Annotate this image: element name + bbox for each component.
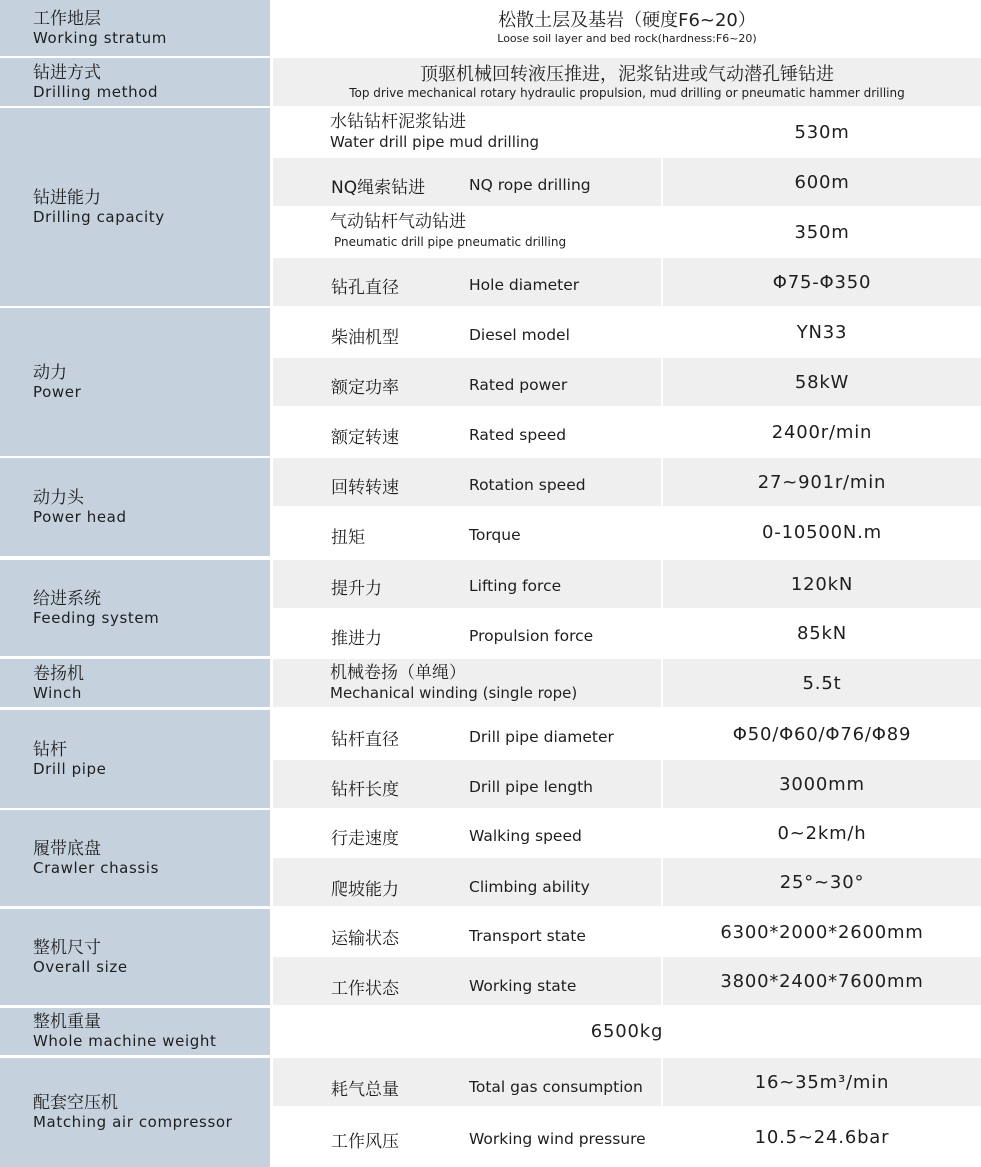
subitem-label-zh: 工作状态 (331, 979, 399, 999)
value-en: Top drive mechanical rotary hydraulic propulsion, mud drilling or pneumatic hammer drilling (349, 85, 905, 100)
spec-subitem (273, 560, 661, 608)
subitem-label-zh: 额定功率 (331, 378, 399, 398)
category-label-en: Drilling capacity (33, 207, 165, 226)
subitem-label-en: Rated speed (469, 426, 567, 444)
subitem-label-zh: 行走速度 (331, 829, 399, 849)
subitem-label-zh: 耗气总量 (331, 1080, 399, 1100)
spec-value: 3800*2400*7600mm (663, 957, 981, 1005)
spec-value: 10.5~24.6bar (663, 1108, 981, 1167)
subitem-label-zh: 机械卷扬（单绳） (330, 663, 466, 683)
subitem-label-en: Torque (469, 526, 521, 544)
subitem-label-zh: 柴油机型 (331, 328, 399, 348)
spec-value: 0~2km/h (663, 810, 981, 856)
spec-subitem (273, 810, 661, 856)
category-label-zh: 给进系统 (33, 588, 101, 609)
category-label-en: Crawler chassis (33, 858, 159, 877)
category-label-zh: 履带底盘 (33, 838, 101, 859)
spec-subitem (273, 308, 661, 356)
category-feeding-system (0, 560, 270, 656)
category-label-en: Power head (33, 507, 127, 526)
value-en: Loose soil layer and bed rock(hardness:F6~20) (497, 32, 757, 45)
spec-subitem (273, 760, 661, 808)
spec-value: Φ50/Φ60/Φ76/Φ89 (663, 710, 981, 758)
spec-subitem (273, 408, 661, 456)
subitem-label-zh: NQ绳索钻进 (331, 178, 426, 198)
spec-subitem (273, 508, 661, 556)
category-label-zh: 整机尺寸 (33, 937, 101, 958)
category-label-zh: 钻进方式 (33, 62, 101, 83)
spec-subitem (273, 909, 661, 955)
category-label-en: Overall size (33, 957, 128, 976)
subitem-label-en: Rated power (469, 376, 568, 394)
category-label-zh: 卷扬机 (33, 663, 84, 684)
subitem-label-zh: 气动钻杆气动钻进 (330, 212, 466, 232)
drilling-method-value (273, 58, 981, 106)
spec-subitem (273, 1058, 661, 1106)
category-machine-weight (0, 1008, 270, 1055)
subitem-label-zh: 扭矩 (331, 528, 365, 548)
spec-value: 58kW (663, 358, 981, 406)
category-winch (0, 659, 270, 707)
category-label-en: Feeding system (33, 608, 160, 627)
subitem-label-en: Transport state (469, 927, 586, 945)
category-label-en: Winch (33, 683, 82, 702)
subitem-label-en: Working state (469, 977, 577, 995)
category-overall-size (0, 909, 270, 1005)
spec-value: 16~35m³/min (663, 1058, 981, 1106)
category-label-en: Working stratum (33, 28, 168, 47)
spec-subitem (273, 158, 661, 206)
category-label-zh: 整机重量 (33, 1012, 101, 1032)
working-stratum-value (273, 0, 981, 56)
spec-subitem (273, 659, 661, 707)
spec-value: 120kN (663, 560, 981, 608)
category-drilling-method (0, 58, 270, 106)
subitem-label-en: Hole diameter (469, 276, 580, 294)
subitem-label-zh: 钻杆长度 (331, 780, 399, 800)
category-label-en: Power (33, 382, 82, 401)
spec-subitem (273, 610, 661, 656)
spec-value: YN33 (663, 308, 981, 356)
category-drilling-capacity (0, 108, 270, 306)
subitem-label-zh: 回转转速 (331, 478, 399, 498)
subitem-label-en: Climbing ability (469, 878, 590, 896)
spec-subitem (273, 108, 661, 156)
category-label-zh: 钻杆 (33, 739, 67, 760)
category-label-en: Drilling method (33, 82, 159, 101)
subitem-label-zh: 水钻钻杆泥浆钻进 (330, 112, 466, 132)
spec-subitem (273, 258, 661, 306)
category-label-zh: 工作地层 (33, 8, 101, 29)
spec-subitem (273, 858, 661, 906)
spec-value: 350m (663, 208, 981, 256)
category-label-zh: 配套空压机 (33, 1093, 118, 1113)
category-label-en: Matching air compressor (33, 1113, 233, 1131)
category-label-zh: 动力 (33, 362, 67, 383)
subitem-label-en: Walking speed (469, 827, 582, 845)
spec-value: 0-10500N.m (663, 508, 981, 556)
spec-subitem (273, 208, 661, 256)
category-label-en: Drill pipe (33, 759, 107, 778)
value-zh: 顶驱机械回转液压推进，泥浆钻进或气动潜孔锤钻进 (420, 63, 834, 85)
subitem-label-en: Water drill pipe mud drilling (330, 133, 540, 151)
spec-subitem (273, 458, 661, 506)
subitem-label-zh: 运输状态 (331, 929, 399, 949)
subitem-label-zh: 爬坡能力 (331, 880, 399, 900)
category-air-compressor (0, 1058, 270, 1167)
category-label-zh: 动力头 (33, 487, 84, 508)
category-crawler-chassis (0, 810, 270, 906)
subitem-label-zh: 钻杆直径 (331, 730, 399, 750)
subitem-label-en: Mechanical winding (single rope) (330, 684, 578, 702)
subitem-label-en: Drill pipe diameter (469, 728, 614, 746)
category-working-stratum (0, 0, 270, 56)
subitem-label-zh: 额定转速 (331, 428, 399, 448)
category-label-en: Whole machine weight (33, 1032, 217, 1050)
spec-subitem (273, 710, 661, 758)
spec-subitem (273, 358, 661, 406)
subitem-label-en: Pneumatic drill pipe pneumatic drilling (334, 235, 567, 249)
subitem-label-zh: 推进力 (331, 629, 382, 649)
subitem-label-zh: 钻孔直径 (331, 278, 399, 298)
spec-value: 5.5t (663, 659, 981, 707)
spec-value: 27~901r/min (663, 458, 981, 506)
value-text: 6500kg (590, 1021, 664, 1042)
spec-value: 6300*2000*2600mm (663, 909, 981, 955)
subitem-label-en: Diesel model (469, 326, 570, 344)
subitem-label-en: Drill pipe length (469, 778, 594, 796)
category-label-zh: 钻进能力 (33, 187, 101, 208)
spec-value: 600m (663, 158, 981, 206)
category-power-head (0, 458, 270, 556)
subitem-label-en: NQ rope drilling (469, 176, 591, 194)
spec-value: 25°~30° (663, 858, 981, 906)
subitem-label-en: Working wind pressure (469, 1130, 646, 1148)
subitem-label-en: Propulsion force (469, 627, 594, 645)
spec-value: 3000mm (663, 760, 981, 808)
spec-subitem (273, 1108, 661, 1167)
spec-value: 530m (663, 108, 981, 156)
subitem-label-en: Total gas consumption (469, 1078, 643, 1096)
subitem-label-zh: 提升力 (331, 579, 382, 599)
category-power (0, 308, 270, 456)
subitem-label-en: Lifting force (469, 577, 562, 595)
spec-value: 85kN (663, 610, 981, 656)
subitem-label-en: Rotation speed (469, 476, 586, 494)
spec-subitem (273, 957, 661, 1005)
subitem-label-zh: 工作风压 (331, 1132, 399, 1152)
machine-weight-value (273, 1008, 981, 1055)
spec-value: Φ75-Φ350 (663, 258, 981, 306)
value-zh: 松散土层及基岩（硬度F6~20） (498, 10, 756, 31)
spec-value: 2400r/min (663, 408, 981, 456)
category-drill-pipe (0, 710, 270, 808)
